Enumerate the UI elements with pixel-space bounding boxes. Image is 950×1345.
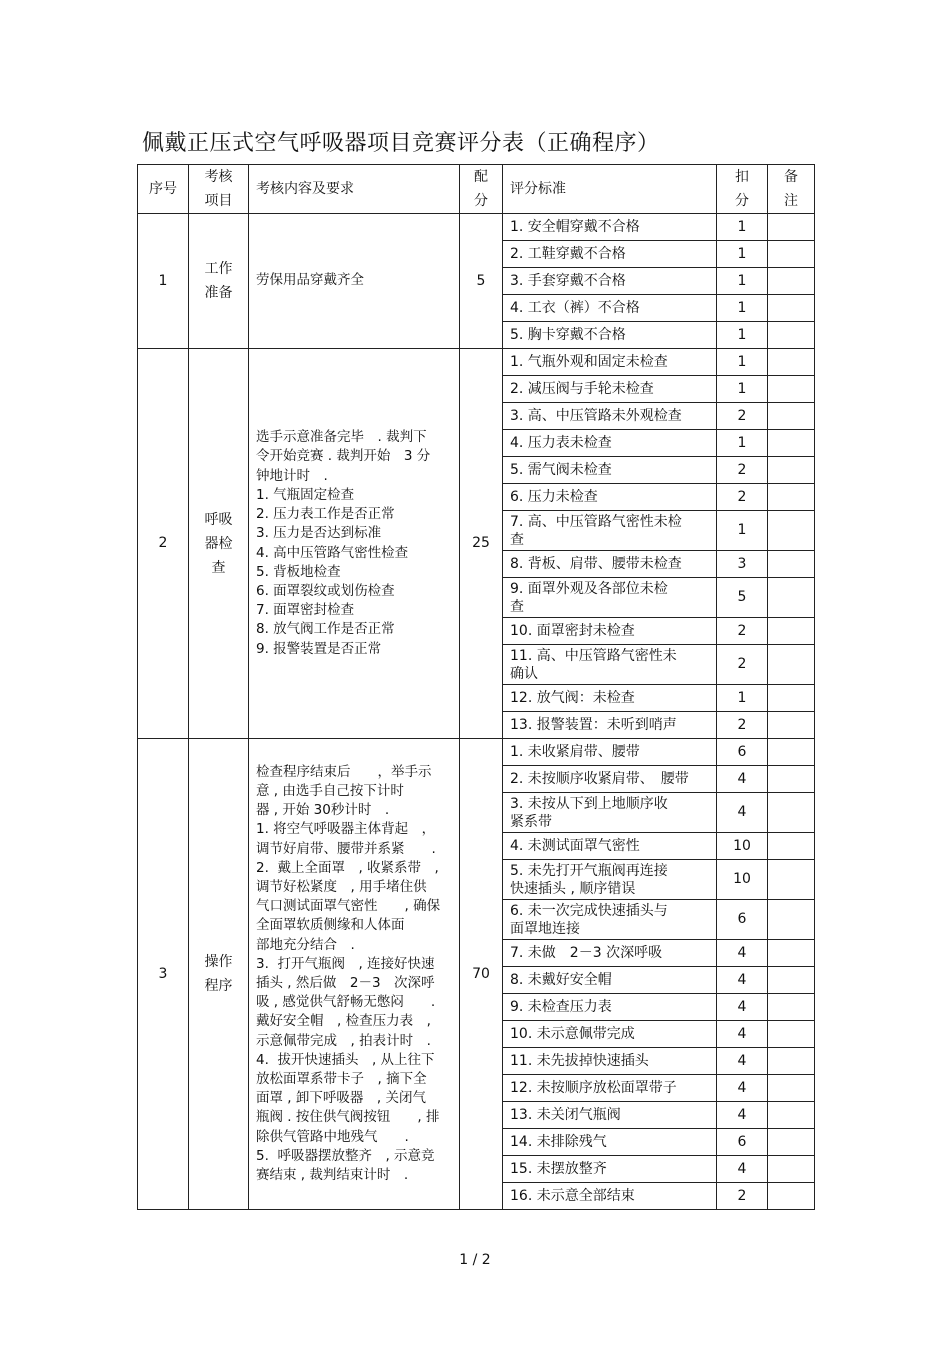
criterion-deduction: 1 [717, 376, 768, 403]
criterion-note [768, 860, 815, 900]
criterion-text: 14. 未排除残气 [503, 1129, 717, 1156]
criterion-deduction: 4 [717, 994, 768, 1021]
criterion-deduction: 4 [717, 940, 768, 967]
criterion-note [768, 1102, 815, 1129]
criterion-deduction: 4 [717, 793, 768, 833]
criterion-deduction: 2 [717, 484, 768, 511]
criterion-note [768, 645, 815, 685]
header-item: 考核 项目 [189, 165, 249, 214]
criterion-note [768, 712, 815, 739]
criterion-text: 16. 未示意全部结束 [503, 1183, 717, 1210]
criterion-text: 2. 未按顺序收紧肩带、 腰带 [503, 766, 717, 793]
criterion-text: 1. 安全帽穿戴不合格 [503, 214, 717, 241]
criterion-deduction: 1 [717, 349, 768, 376]
criterion-note [768, 268, 815, 295]
criterion-note [768, 739, 815, 766]
criterion-deduction: 4 [717, 766, 768, 793]
criterion-deduction: 1 [717, 511, 768, 551]
criterion-deduction: 2 [717, 712, 768, 739]
criterion-note [768, 214, 815, 241]
criterion-note [768, 994, 815, 1021]
table-row [138, 349, 815, 376]
header-row [138, 165, 815, 214]
criterion-deduction: 1 [717, 268, 768, 295]
criterion-text: 2. 减压阀与手轮未检查 [503, 376, 717, 403]
criterion-note [768, 1129, 815, 1156]
criterion-note [768, 900, 815, 940]
criterion-note [768, 618, 815, 645]
criterion-note [768, 322, 815, 349]
criterion-note [768, 766, 815, 793]
criterion-deduction: 6 [717, 900, 768, 940]
criterion-deduction: 3 [717, 551, 768, 578]
header-notes: 备 注 [768, 165, 815, 214]
criterion-text: 12. 放气阀：未检查 [503, 685, 717, 712]
criterion-deduction: 1 [717, 322, 768, 349]
header-no: 序号 [138, 165, 189, 214]
section-number: 1 [138, 214, 189, 349]
criterion-text: 6. 压力未检查 [503, 484, 717, 511]
criterion-note [768, 511, 815, 551]
criterion-deduction: 4 [717, 1048, 768, 1075]
criterion-deduction: 1 [717, 241, 768, 268]
criterion-note [768, 1048, 815, 1075]
criterion-note [768, 241, 815, 268]
criterion-deduction: 4 [717, 1156, 768, 1183]
criterion-text: 5. 未先打开气瓶阀再连接 快速插头 , 顺序错误 [503, 860, 717, 900]
criterion-text: 8. 背板、肩带、腰带未检查 [503, 551, 717, 578]
criterion-deduction: 2 [717, 645, 768, 685]
section-score: 70 [460, 739, 503, 1210]
criterion-text: 4. 未测试面罩气密性 [503, 833, 717, 860]
section-item: 操作 程序 [189, 739, 249, 1210]
section-number: 2 [138, 349, 189, 739]
criterion-text: 7. 高、中压管路气密性未检 查 [503, 511, 717, 551]
criterion-note [768, 578, 815, 618]
criterion-text: 12. 未按顺序放松面罩带子 [503, 1075, 717, 1102]
criterion-deduction: 1 [717, 430, 768, 457]
criterion-note [768, 403, 815, 430]
criterion-text: 5. 胸卡穿戴不合格 [503, 322, 717, 349]
criterion-note [768, 376, 815, 403]
criterion-deduction: 6 [717, 739, 768, 766]
criterion-text: 5. 需气阀未检查 [503, 457, 717, 484]
criterion-note [768, 1156, 815, 1183]
criterion-text: 8. 未戴好安全帽 [503, 967, 717, 994]
criterion-text: 1. 气瓶外观和固定未检查 [503, 349, 717, 376]
section-number: 3 [138, 739, 189, 1210]
criterion-deduction: 5 [717, 578, 768, 618]
criterion-text: 1. 未收紧肩带、腰带 [503, 739, 717, 766]
scoring-table [137, 164, 815, 1210]
criterion-note [768, 484, 815, 511]
section-score: 25 [460, 349, 503, 739]
table-row [138, 739, 815, 766]
header-requirements: 考核内容及要求 [249, 165, 460, 214]
criterion-text: 13. 未关闭气瓶阀 [503, 1102, 717, 1129]
criterion-note [768, 940, 815, 967]
criterion-note [768, 430, 815, 457]
criterion-text: 15. 未摆放整齐 [503, 1156, 717, 1183]
criterion-note [768, 457, 815, 484]
criterion-deduction: 4 [717, 1102, 768, 1129]
criterion-text: 9. 未检查压力表 [503, 994, 717, 1021]
criterion-text: 10. 未示意佩带完成 [503, 1021, 717, 1048]
criterion-text: 3. 手套穿戴不合格 [503, 268, 717, 295]
criterion-deduction: 1 [717, 214, 768, 241]
criterion-text: 11. 未先拔掉快速插头 [503, 1048, 717, 1075]
section-requirements: 选手示意准备完毕 . 裁判下 令开始竞赛 . 裁判开始 3 分 钟地计时 . 1. 气瓶固定检查 2. 压力表工作是否正常 3. 压力是否达到标准 4. 高中压管路气密性检查 5. 背板地检查 6. 面罩裂纹或划伤检查 7. 面罩密封检查 8. 放气阀工作是否正常 9. 报警装置是否正常 [249, 349, 460, 739]
page-number: 1 / 2 [459, 1252, 491, 1268]
criterion-note [768, 1075, 815, 1102]
section-score: 5 [460, 214, 503, 349]
criterion-deduction: 10 [717, 833, 768, 860]
criterion-deduction: 2 [717, 403, 768, 430]
criterion-deduction: 6 [717, 1129, 768, 1156]
criterion-deduction: 2 [717, 618, 768, 645]
criterion-deduction: 1 [717, 295, 768, 322]
criterion-text: 11. 高、中压管路气密性未 确认 [503, 645, 717, 685]
criterion-note [768, 967, 815, 994]
page-title: 佩戴正压式空气呼吸器项目竞赛评分表（正确程序） [142, 131, 660, 156]
criterion-text: 3. 未按从下到上地顺序收 紧系带 [503, 793, 717, 833]
criterion-deduction: 4 [717, 1021, 768, 1048]
header-deduction: 扣 分 [717, 165, 768, 214]
criterion-text: 3. 高、中压管路未外观检查 [503, 403, 717, 430]
criterion-text: 10. 面罩密封未检查 [503, 618, 717, 645]
criterion-deduction: 2 [717, 457, 768, 484]
criterion-text: 4. 工衣（裤）不合格 [503, 295, 717, 322]
header-criteria: 评分标准 [503, 165, 717, 214]
criterion-note [768, 833, 815, 860]
criterion-note [768, 1183, 815, 1210]
criterion-note [768, 349, 815, 376]
section-requirements: 劳保用品穿戴齐全 [249, 214, 460, 349]
criterion-deduction: 4 [717, 1075, 768, 1102]
header-score: 配 分 [460, 165, 503, 214]
criterion-text: 9. 面罩外观及各部位未检 查 [503, 578, 717, 618]
criterion-deduction: 2 [717, 1183, 768, 1210]
criterion-deduction: 1 [717, 685, 768, 712]
criterion-deduction: 4 [717, 967, 768, 994]
criterion-text: 13. 报警装置：未听到哨声 [503, 712, 717, 739]
criterion-note [768, 295, 815, 322]
section-item: 呼吸 器检 查 [189, 349, 249, 739]
criterion-note [768, 685, 815, 712]
criterion-note [768, 1021, 815, 1048]
table-row [138, 214, 815, 241]
section-item: 工作 准备 [189, 214, 249, 349]
criterion-note [768, 551, 815, 578]
criterion-text: 4. 压力表未检查 [503, 430, 717, 457]
criterion-text: 7. 未做 2－3 次深呼吸 [503, 940, 717, 967]
criterion-text: 6. 未一次完成快速插头与 面罩地连接 [503, 900, 717, 940]
criterion-text: 2. 工鞋穿戴不合格 [503, 241, 717, 268]
criterion-deduction: 10 [717, 860, 768, 900]
section-requirements: 检查程序结束后 ，举手示 意 , 由选手自己按下计时 器 , 开始 30秒计时 . 1. 将空气呼吸器主体背起 ， 调节好肩带、腰带并系紧 . 2. 戴上全面罩 , 收紧系带 , 调节好松紧度 , 用手堵住供 气口测试面罩气密性 , 确保 全面罩软质侧缘和人体面 部地充分结合 . 3. 打开气瓶阀 , 连接好快速 插头 , 然后做 2－3 次深呼 吸 , 感觉供气舒畅无憋闷 . 戴好安全帽 , 检查压力表 , 示意佩带完成 , 拍表计时 . 4. 拔开快速插头 , 从上往下 放松面罩系带卡子 , 摘下全 面罩 , 卸下呼吸器 , 关闭气 瓶阀 . 按住供气阀按钮 , 排 除供气管路中地残气 . 5. 呼吸器摆放整齐 , 示意竞 赛结束 , 裁判结束计时 . [249, 739, 460, 1210]
criterion-note [768, 793, 815, 833]
